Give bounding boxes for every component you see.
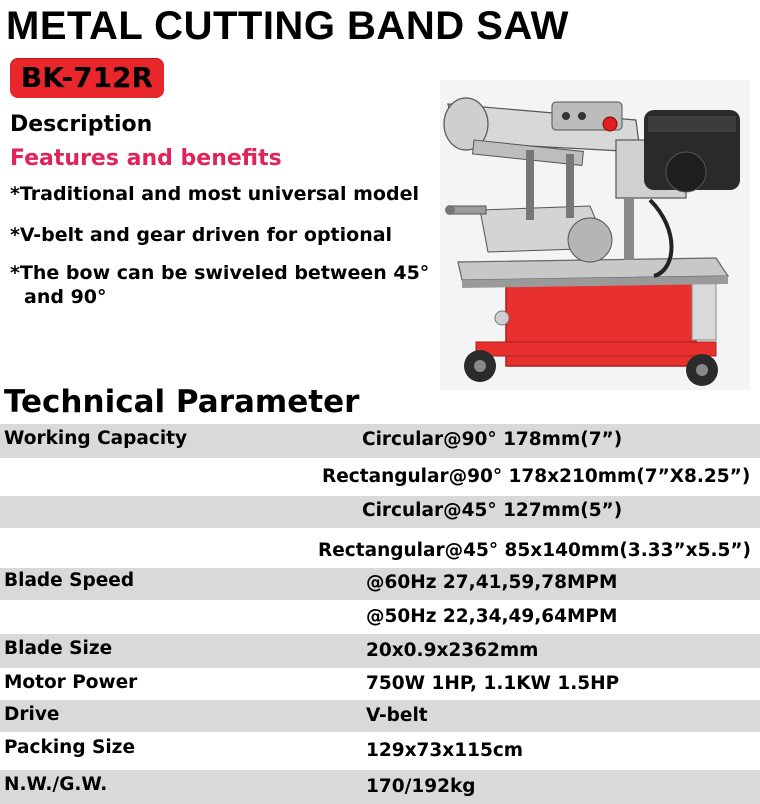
spec-value: Rectangular@45° 85x140mm(3.33”x5.5”)	[318, 540, 751, 561]
table-row	[0, 496, 760, 528]
features-heading: Features and benefits	[10, 146, 282, 171]
table-row	[0, 770, 760, 804]
spec-label: Drive	[4, 704, 60, 725]
technical-parameter-heading: Technical Parameter	[4, 384, 360, 420]
spec-value: 129x73x115cm	[366, 740, 524, 761]
table-row	[0, 528, 760, 568]
spec-label: Motor Power	[4, 672, 138, 693]
spec-value: 750W 1HP, 1.1KW 1.5HP	[366, 673, 620, 694]
feature-item: *Traditional and most universal model	[10, 183, 419, 205]
spec-value: Rectangular@90° 178x210mm(7”X8.25”)	[322, 466, 751, 487]
description-heading: Description	[10, 112, 153, 137]
feature-item: *V-belt and gear driven for optional	[10, 224, 393, 246]
table-row	[0, 600, 760, 634]
table-row	[0, 458, 760, 496]
table-row	[0, 732, 760, 770]
table-row	[0, 424, 760, 458]
product-image	[440, 80, 750, 390]
table-row	[0, 634, 760, 668]
table-row	[0, 668, 760, 700]
model-badge: BK-712R	[10, 58, 164, 98]
spec-value: 170/192kg	[366, 776, 476, 797]
spec-value: @50Hz 22,34,49,64MPM	[366, 606, 618, 627]
spec-table	[0, 424, 760, 804]
feature-item-continued: and 90°	[24, 286, 107, 308]
page-title: METAL CUTTING BAND SAW	[6, 4, 569, 48]
spec-label: Blade Speed	[4, 570, 135, 591]
spec-label: Working Capacity	[4, 428, 188, 449]
feature-item: *The bow can be swiveled between 45°	[10, 262, 430, 284]
table-row	[0, 568, 760, 600]
spec-value: @60Hz 27,41,59,78MPM	[366, 572, 618, 593]
spec-value: V-belt	[366, 705, 428, 726]
table-row	[0, 700, 760, 732]
spec-label: Blade Size	[4, 638, 113, 659]
spec-label: N.W./G.W.	[4, 774, 108, 795]
spec-value: Circular@45° 127mm(5”)	[362, 500, 623, 521]
spec-value: Circular@90° 178mm(7”)	[362, 429, 623, 450]
band-saw-machine-icon	[440, 80, 750, 390]
spec-value: 20x0.9x2362mm	[366, 640, 539, 661]
spec-label: Packing Size	[4, 737, 135, 758]
